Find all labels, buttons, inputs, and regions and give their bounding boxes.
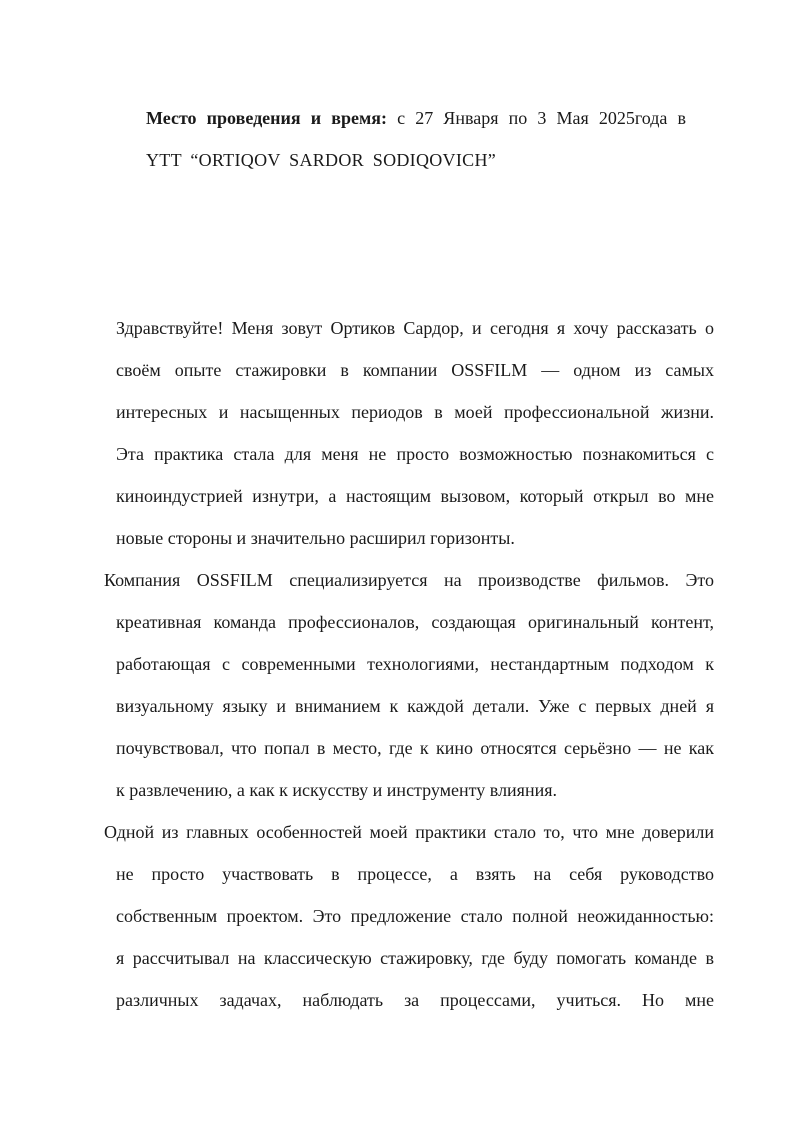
paragraph-line: Эта практика стала для меня не просто возможностью познакомиться с xyxy=(116,444,714,464)
paragraph-2 xyxy=(104,560,714,812)
paragraph-line: Здравствуйте! Меня зовут Ортиков Сардор, и сегодня я хочу рассказать о xyxy=(116,318,714,338)
paragraph-line: своём опыте стажировки в компании OSSFILM — одном из самых xyxy=(116,360,714,380)
paragraph-1 xyxy=(104,308,714,560)
paragraph-line: креативная команда профессионалов, создающая оригинальный контент, xyxy=(116,612,714,632)
paragraph-line: собственным проектом. Это предложение стало полной неожиданностью: xyxy=(116,906,714,926)
paragraph-line: я рассчитывал на классическую стажировку, где буду помогать команде в xyxy=(116,948,714,968)
event-dates: с 27 Января по 3 Мая 2025года в xyxy=(397,108,687,128)
venue-time-line xyxy=(146,100,686,142)
report-body xyxy=(104,308,714,1022)
paragraph-line: новые стороны и значительно расширил горизонты. xyxy=(116,528,515,548)
paragraph-line: не просто участвовать в процессе, а взять на себя руководство xyxy=(116,864,714,884)
paragraph-line: почувствовал, что попал в место, где к кино относятся серьёзно — не как xyxy=(116,738,714,758)
venue-time-label: Место проведения и время: xyxy=(146,108,387,128)
paragraph-line: Компания OSSFILM специализируется на производстве фильмов. Это xyxy=(104,570,714,590)
paragraph-3 xyxy=(104,812,714,1022)
paragraph-line: киноиндустрией изнутри, а настоящим вызовом, который открыл во мне xyxy=(116,486,714,506)
paragraph-line: различных задачах, наблюдать за процессами, учиться. Но мне xyxy=(116,990,714,1010)
paragraph-line: интересных и насыщенных периодов в моей профессиональной жизни. xyxy=(116,402,714,422)
paragraph-line: работающая с современными технологиями, нестандартным подходом к xyxy=(116,654,714,674)
paragraph-line: к развлечению, а как к искусству и инструменту влияния. xyxy=(116,780,558,800)
paragraph-line: Одной из главных особенностей моей практики стало то, что мне доверили xyxy=(104,822,714,842)
organization-name: YTT “ORTIQOV SARDOR SODIQOVICH” xyxy=(146,150,497,170)
event-header xyxy=(146,100,686,184)
paragraph-line: визуальному языку и вниманием к каждой детали. Уже с первых дней я xyxy=(116,696,714,716)
